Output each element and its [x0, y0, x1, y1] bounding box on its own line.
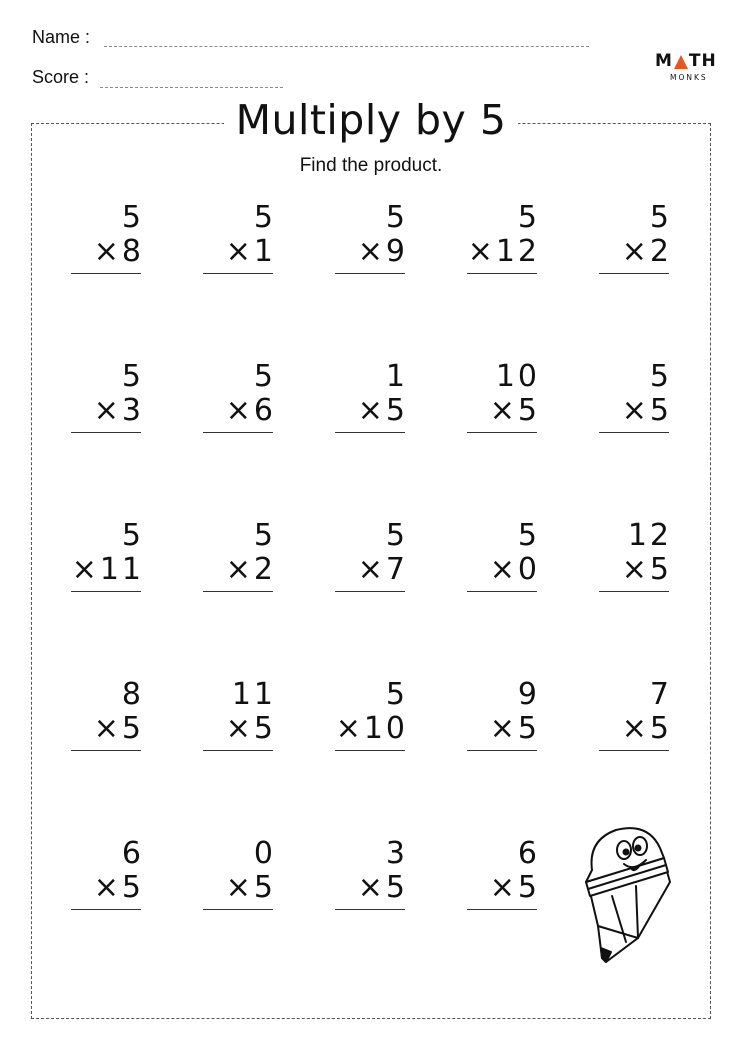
answer-line[interactable] — [335, 909, 405, 910]
problem-multiplicand: 5 — [121, 359, 144, 394]
score-blank-line[interactable] — [100, 87, 283, 88]
problem-6 — [71, 359, 144, 433]
answer-line[interactable] — [467, 432, 537, 433]
answer-line[interactable] — [599, 432, 669, 433]
problem-multiplicand: 5 — [253, 518, 276, 553]
problem-multiplicand: 12 — [627, 518, 672, 553]
logo-triangle-icon — [674, 55, 688, 69]
problem-multiplier: ×6 — [225, 393, 276, 428]
problem-multiplier: ×10 — [335, 711, 408, 746]
answer-line[interactable] — [71, 750, 141, 751]
score-label: Score : — [32, 67, 90, 87]
problem-multiplicand: 8 — [121, 677, 144, 712]
problem-3 — [335, 200, 408, 274]
problem-multiplier: ×5 — [225, 711, 276, 746]
problem-multiplicand: 10 — [495, 359, 540, 394]
problem-16 — [71, 677, 144, 751]
problem-19 — [467, 677, 540, 751]
logo-letter-m: M — [655, 51, 673, 71]
problem-multiplicand: 5 — [649, 359, 672, 394]
problem-multiplicand: 5 — [385, 200, 408, 235]
problem-multiplicand: 5 — [253, 200, 276, 235]
problem-17 — [203, 677, 276, 751]
problem-multiplier: ×5 — [489, 393, 540, 428]
problem-multiplier: ×5 — [225, 870, 276, 905]
problem-multiplicand: 1 — [385, 359, 408, 394]
answer-line[interactable] — [599, 750, 669, 751]
answer-line[interactable] — [203, 750, 273, 751]
logo-letters-th: TH — [688, 51, 717, 71]
problem-multiplier: ×5 — [357, 393, 408, 428]
answer-line[interactable] — [335, 273, 405, 274]
answer-line[interactable] — [203, 909, 273, 910]
answer-line[interactable] — [599, 273, 669, 274]
problem-multiplicand: 6 — [121, 836, 144, 871]
problem-20 — [599, 677, 672, 751]
answer-line[interactable] — [71, 909, 141, 910]
problem-multiplier: ×2 — [621, 234, 672, 269]
answer-line[interactable] — [71, 591, 141, 592]
name-blank-line[interactable] — [104, 46, 589, 47]
problem-multiplicand: 6 — [517, 836, 540, 871]
problem-multiplicand: 5 — [253, 359, 276, 394]
answer-line[interactable] — [71, 273, 141, 274]
problem-multiplicand: 5 — [517, 200, 540, 235]
answer-line[interactable] — [467, 750, 537, 751]
answer-line[interactable] — [71, 432, 141, 433]
problem-multiplier: ×8 — [93, 234, 144, 269]
problem-22 — [203, 836, 276, 910]
problem-7 — [203, 359, 276, 433]
problem-multiplicand: 5 — [385, 518, 408, 553]
problem-11 — [71, 518, 144, 592]
name-label: Name : — [32, 27, 91, 47]
problem-14 — [467, 518, 540, 592]
problem-multiplicand: 11 — [231, 677, 276, 712]
problem-18 — [335, 677, 408, 751]
problem-multiplier: ×11 — [71, 552, 144, 587]
problem-10 — [599, 359, 672, 433]
problem-1 — [71, 200, 144, 274]
worksheet-instruction: Find the product. — [299, 155, 443, 176]
answer-line[interactable] — [203, 432, 273, 433]
problem-15 — [599, 518, 672, 592]
problem-multiplier: ×5 — [621, 552, 672, 587]
problem-21 — [71, 836, 144, 910]
problem-multiplicand: 5 — [649, 200, 672, 235]
score-field[interactable] — [32, 67, 89, 88]
problem-multiplicand: 3 — [385, 836, 408, 871]
problem-multiplicand: 7 — [649, 677, 672, 712]
pencil-mascot-icon — [578, 820, 688, 970]
problem-multiplicand: 0 — [253, 836, 276, 871]
problem-multiplier: ×5 — [621, 711, 672, 746]
problem-8 — [335, 359, 408, 433]
answer-line[interactable] — [467, 909, 537, 910]
problem-multiplier: ×5 — [489, 870, 540, 905]
problem-23 — [335, 836, 408, 910]
problem-24 — [467, 836, 540, 910]
problem-multiplier: ×9 — [357, 234, 408, 269]
problem-2 — [203, 200, 276, 274]
math-monks-logo — [655, 53, 715, 82]
problem-multiplicand: 5 — [517, 518, 540, 553]
problem-multiplier: ×0 — [489, 552, 540, 587]
problem-9 — [467, 359, 540, 433]
problem-multiplier: ×12 — [467, 234, 540, 269]
problem-multiplier: ×2 — [225, 552, 276, 587]
answer-line[interactable] — [335, 750, 405, 751]
answer-line[interactable] — [203, 591, 273, 592]
problem-multiplier: ×5 — [93, 711, 144, 746]
problem-multiplier: ×5 — [93, 870, 144, 905]
problem-multiplier: ×1 — [225, 234, 276, 269]
answer-line[interactable] — [335, 591, 405, 592]
problem-multiplier: ×7 — [357, 552, 408, 587]
problem-multiplicand: 5 — [121, 200, 144, 235]
worksheet-title-wrap — [0, 96, 742, 144]
problem-13 — [335, 518, 408, 592]
problem-multiplier: ×5 — [357, 870, 408, 905]
problem-5 — [599, 200, 672, 274]
problem-multiplicand: 9 — [517, 677, 540, 712]
answer-line[interactable] — [467, 273, 537, 274]
answer-line[interactable] — [467, 591, 537, 592]
problem-multiplicand: 5 — [385, 677, 408, 712]
problem-multiplicand: 5 — [121, 518, 144, 553]
answer-line[interactable] — [599, 591, 669, 592]
problem-multiplier: ×5 — [621, 393, 672, 428]
problem-4 — [467, 200, 540, 274]
problem-multiplier: ×5 — [489, 711, 540, 746]
problem-multiplier: ×3 — [93, 393, 144, 428]
answer-line[interactable] — [335, 432, 405, 433]
problem-12 — [203, 518, 276, 592]
name-field[interactable] — [32, 27, 90, 48]
answer-line[interactable] — [203, 273, 273, 274]
logo-subtitle: MONKS — [670, 73, 708, 82]
worksheet-title: Multiply by 5 — [224, 96, 519, 144]
